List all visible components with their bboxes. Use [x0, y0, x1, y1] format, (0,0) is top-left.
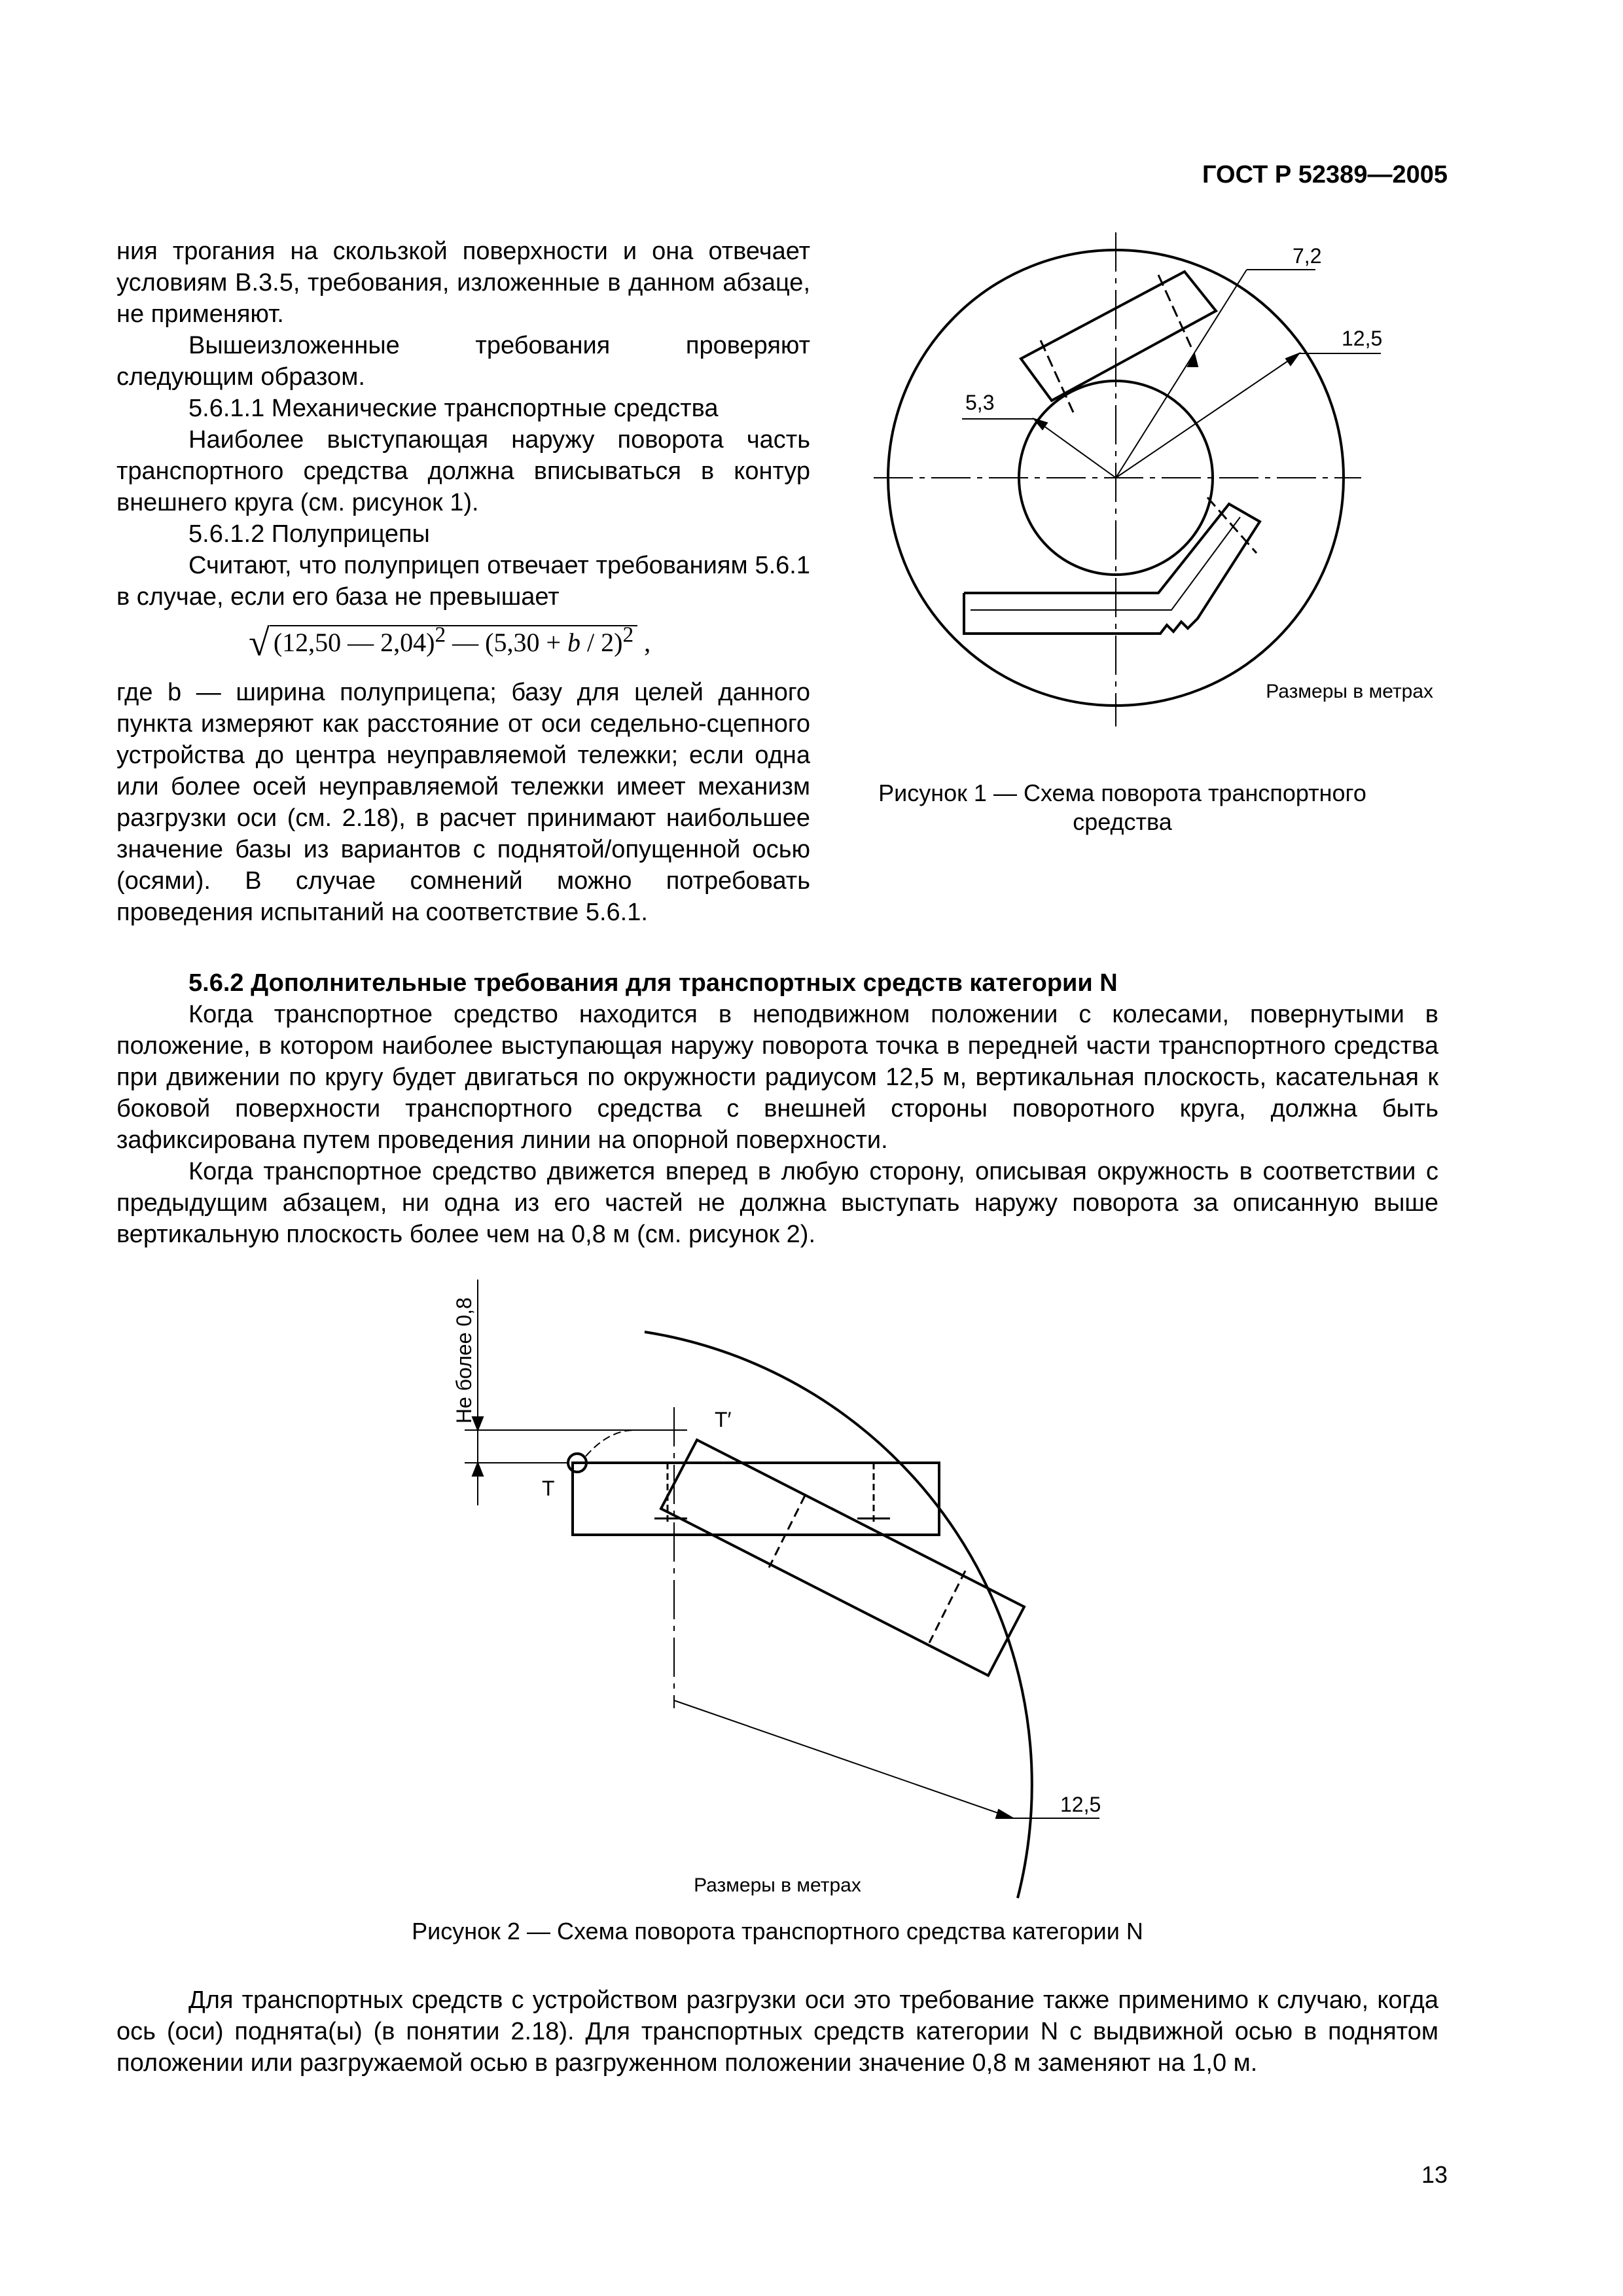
- formula-comma: ,: [644, 628, 651, 657]
- paragraph: Считают, что полуприцеп отвечает требованиям 5.6.1 в случае, если его база не превышает: [116, 552, 810, 611]
- page-number: 13: [1421, 2161, 1448, 2188]
- figure-2-caption: Рисунок 2 — Схема поворота транспортного средства категории N: [412, 1918, 1143, 1945]
- turning-circle-arc: [645, 1332, 1032, 1898]
- vehicle-lower: [964, 504, 1260, 634]
- paragraph: Вышеизложенные требования проверяют следующим образом.: [116, 332, 810, 391]
- dimension-12-5: 12,5: [1060, 1793, 1101, 1816]
- paragraph: Когда транспортное средство движется вперед в любую сторону, описывая окружность в соответствии с предыдущим абзацем, ни одна из его частей не должна выступать наружу поворота за описанную выше вертикальную плоскость более чем на 0,8 м (см. рисунок 2).: [116, 1158, 1438, 1248]
- section-5-6-2: [116, 967, 1438, 1250]
- paragraph: Для транспортных средств с устройством разгрузки оси это требование также применимо к случаю, когда ось (оси) поднята(ы) (в понятии 2.18). Для транспортных средств категории N с выдвижной осью в поднятом положении или разгружаемой осью в разгруженном положении значение 0,8 м заменяют на 1,0 м.: [116, 1986, 1438, 2077]
- formula-term-1: (12,50 — 2,04): [273, 628, 435, 657]
- vehicle-straight: [573, 1463, 939, 1535]
- formula-term-2: — (5,30 +: [446, 628, 568, 657]
- vehicle-turned: [661, 1440, 1024, 1676]
- formula-variable-b: b: [567, 628, 581, 657]
- clause-heading: 5.6.1.2 Полуприцепы: [188, 520, 430, 548]
- section-heading: 5.6.2 Дополнительные требования для транспортных средств категории N: [188, 969, 1118, 997]
- dimension-not-more-0-8: Не более 0,8: [452, 1297, 476, 1424]
- figure-2-diagram: [568, 1332, 1032, 1898]
- dimension-7-2: 7,2: [1293, 244, 1322, 268]
- document-id: ГОСТ Р 52389—2005: [1202, 161, 1448, 188]
- dimension-12-5: 12,5: [1342, 327, 1383, 350]
- formula-exponent: 2: [622, 622, 634, 647]
- label-T-prime: T′: [715, 1408, 732, 1431]
- formula-exponent: 2: [435, 622, 446, 647]
- label-T: T: [542, 1477, 555, 1500]
- dimension-5-3: 5,3: [965, 391, 995, 414]
- clause-heading: 5.6.1.1 Механические транспортные средства: [188, 395, 719, 422]
- formula-term-3: / 2): [580, 628, 623, 657]
- final-section: [116, 1984, 1438, 2079]
- figure-2-units: Размеры в метрах: [694, 1874, 861, 1896]
- figure-1-caption: Рисунок 1 — Схема поворота транспортного средства: [878, 780, 1366, 835]
- figure-1-units: Размеры в метрах: [1266, 681, 1433, 702]
- paragraph: где b — ширина полуприцепа; базу для целей данного пункта измеряют как расстояние от оси седельно-сцепного устройства до центра неуправляемой тележки; если одна или более осей неуправляемой тележки имеет механизм разгрузки оси (см. 2.18), в расчет принимают наибольшее значение базы из вариантов с поднятой/опущенной осью (осями). В случае сомнений можно потребовать проведения испытаний на соответствие 5.6.1.: [116, 679, 810, 926]
- paragraph: ния трогания на скользкой поверхности и она отвечает условиям В.3.5, требования, изложенные в данном абзаце, не применяют.: [116, 238, 810, 328]
- paragraph: Наиболее выступающая наружу поворота часть транспортного средства должна вписываться в контур внешнего круга (см. рисунок 1).: [116, 426, 810, 516]
- formula: √ (12,50 — 2,04)$^2$ — $(5,30 + b / 2)^2$ ,: [249, 621, 651, 664]
- paragraph: Когда транспортное средство находится в неподвижном положении с колесами, повернутыми в положение, в котором наиболее выступающая наружу поворота точка в передней части транспортного средства при движении по кругу будет двигаться по окружности радиусом 12,5 м, вертикальная плоскость, касательная к боковой поверхности транспортного средства с внешней стороны поворотного круга, должна быть зафиксирована путем проведения линии на опорной поверхности.: [116, 1001, 1438, 1154]
